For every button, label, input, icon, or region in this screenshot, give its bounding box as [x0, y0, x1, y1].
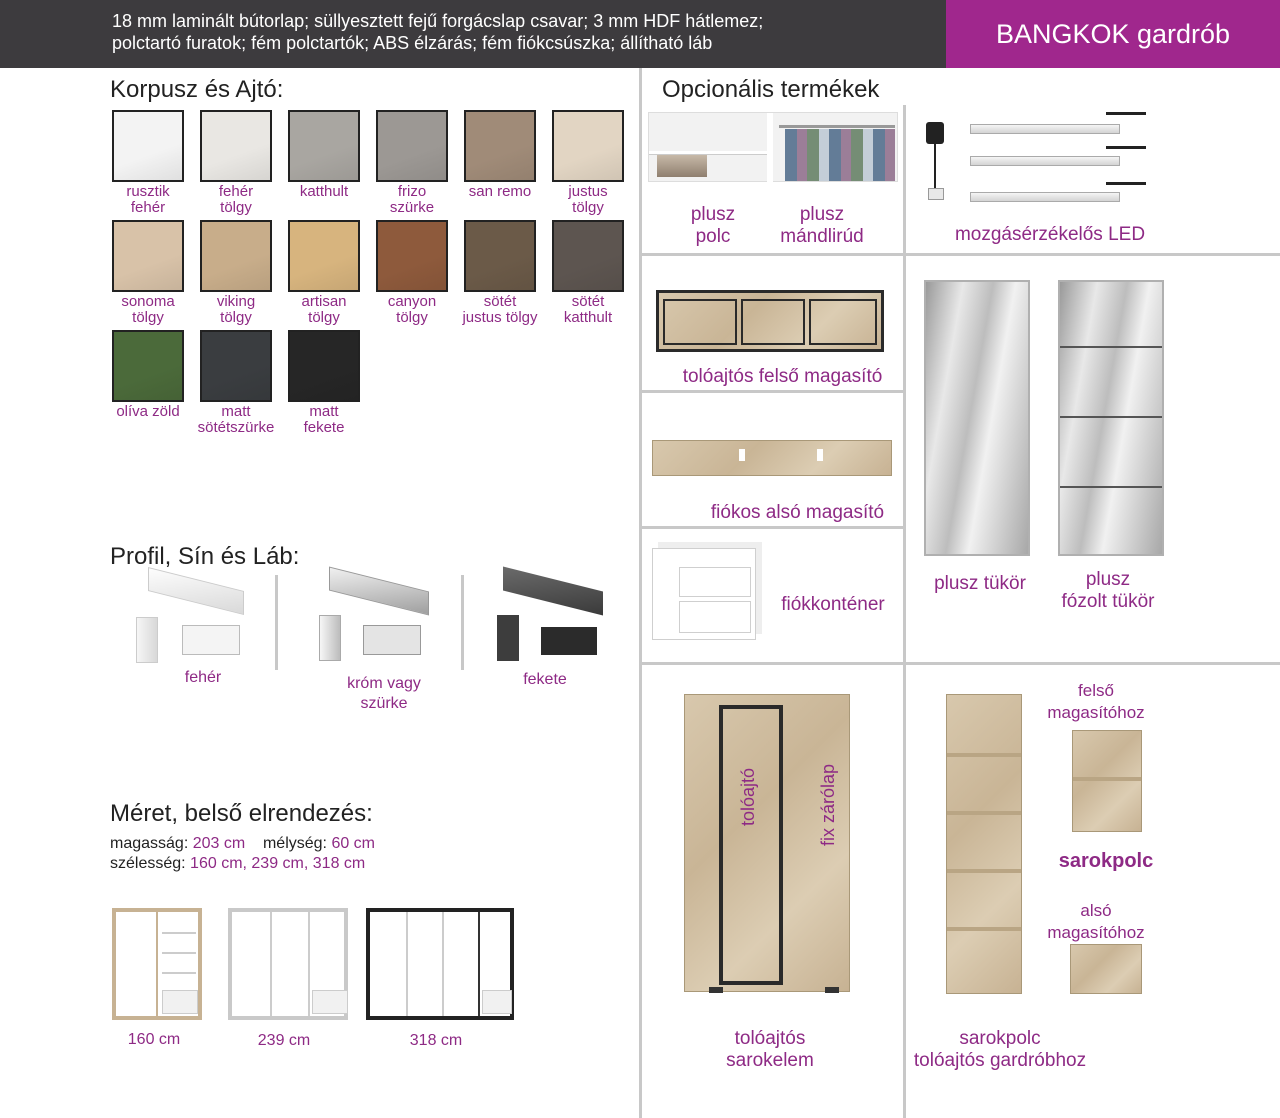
- swatch-label: canyon tölgy: [387, 293, 437, 326]
- wardrobe-318-image: [366, 908, 514, 1020]
- wardrobe-160-image: [112, 908, 202, 1020]
- swatch-label: sötét katthult: [563, 293, 613, 326]
- korpusz-title: Korpusz és Ajtó:: [110, 76, 284, 103]
- swatch-9: [376, 220, 448, 292]
- corner-shelf-heading: sarokpolc: [1058, 850, 1154, 872]
- drawer-container-label: fiókkonténer: [781, 594, 885, 615]
- shelf-rod-image: [648, 112, 898, 182]
- lower-extension-for-label: alsó magasítóhoz: [1047, 901, 1145, 942]
- swatch-4: [464, 110, 536, 182]
- divider: [639, 662, 1280, 665]
- corner-shelf-label: sarokpolc tolóajtós gardróbhoz: [913, 1028, 1087, 1071]
- mirror-door-image: [924, 280, 1030, 556]
- specs-banner: [0, 0, 946, 68]
- mirror-faceted-image: [1058, 280, 1164, 556]
- divider: [903, 253, 906, 663]
- plus-rod-label: plusz mándlirúd: [780, 204, 864, 247]
- main-divider: [639, 68, 642, 1118]
- swatch-label: matt fekete: [303, 403, 345, 436]
- divider: [639, 526, 905, 529]
- divider: [461, 575, 464, 670]
- swatch-label: matt sötétszürke: [197, 403, 275, 436]
- swatch-label: rusztik fehér: [126, 183, 170, 216]
- divider: [639, 253, 1280, 256]
- swatch-label: olíva zöld: [116, 403, 180, 420]
- swatch-13: [200, 330, 272, 402]
- fixed-panel-label: fix zárólap: [818, 763, 838, 846]
- drawer-container-image: [652, 548, 756, 640]
- lower-corner-shelf-image: [1070, 944, 1142, 994]
- corner-element-label: tolóajtós sarokelem: [726, 1028, 814, 1071]
- sliding-door-label: tolóajtó: [738, 767, 758, 826]
- upper-extension-for-label: felső magasítóhoz: [1047, 681, 1145, 722]
- wardrobe-239-image: [228, 908, 348, 1020]
- swatch-0: [112, 110, 184, 182]
- led-image: [920, 108, 1170, 208]
- swatch-11: [552, 220, 624, 292]
- divider: [639, 390, 905, 393]
- lower-extension-image: [652, 440, 892, 476]
- swatch-label: artisan tölgy: [301, 293, 347, 326]
- specs-line-2: polctartó furatok; fém polctartók; ABS élzárás; fém fiókcsúszka; állítható láb: [112, 33, 713, 53]
- divider: [275, 575, 278, 670]
- swatch-1: [200, 110, 272, 182]
- swatch-7: [200, 220, 272, 292]
- swatch-label: justus tölgy: [568, 183, 608, 216]
- divider: [903, 105, 906, 255]
- specs-line-1: 18 mm laminált bútorlap; süllyesztett fejű forgácslap csavar; 3 mm HDF hátlemez;: [112, 11, 764, 31]
- size-label-318: 318 cm: [409, 1032, 463, 1049]
- size-label-239: 239 cm: [257, 1032, 311, 1049]
- upper-extension-image: [656, 290, 884, 352]
- upper-extension-label: tolóajtós felső magasító: [682, 366, 883, 387]
- upper-corner-shelf-image: [1072, 730, 1142, 832]
- faceted-mirror-label: plusz fózolt tükör: [1061, 569, 1155, 612]
- swatch-14: [288, 330, 360, 402]
- swatch-3: [376, 110, 448, 182]
- dimension-line-2: szélesség: 160 cm, 239 cm, 318 cm: [110, 855, 366, 872]
- size-label-160: 160 cm: [127, 1031, 181, 1048]
- led-label: mozgásérzékelős LED: [954, 224, 1146, 245]
- profil-title: Profil, Sín és Láb:: [110, 543, 300, 570]
- swatch-label: frizo szürke: [389, 183, 435, 216]
- profile-white-image: [130, 575, 250, 665]
- swatch-label: san remo: [468, 183, 532, 200]
- profile-black-image: [495, 575, 605, 665]
- swatch-label: viking tölgy: [216, 293, 256, 326]
- profile-label-chrome: króm vagy szürke: [347, 675, 421, 712]
- swatch-label: sonoma tölgy: [121, 293, 175, 326]
- swatch-label: fehér tölgy: [218, 183, 254, 216]
- swatch-2: [288, 110, 360, 182]
- swatch-10: [464, 220, 536, 292]
- optional-title: Opcionális termékek: [662, 76, 880, 103]
- brand-title: BANGKOK gardrób: [946, 0, 1280, 68]
- plus-shelf-label: plusz polc: [690, 204, 736, 247]
- profile-label-black: fekete: [523, 671, 567, 688]
- mirror-label: plusz tükör: [934, 573, 1026, 594]
- meret-title: Méret, belső elrendezés:: [110, 800, 373, 827]
- profile-chrome-image: [315, 575, 435, 665]
- lower-extension-label: fiókos alsó magasító: [710, 502, 885, 523]
- dimension-line-1: magasság: 203 cm mélység: 60 cm: [110, 835, 376, 852]
- swatch-label: sötét justus tölgy: [462, 293, 538, 326]
- corner-shelf-image: [946, 694, 1022, 994]
- profile-label-white: fehér: [184, 669, 222, 686]
- swatch-8: [288, 220, 360, 292]
- swatch-12: [112, 330, 184, 402]
- swatch-label: katthult: [299, 183, 349, 200]
- swatch-5: [552, 110, 624, 182]
- swatch-6: [112, 220, 184, 292]
